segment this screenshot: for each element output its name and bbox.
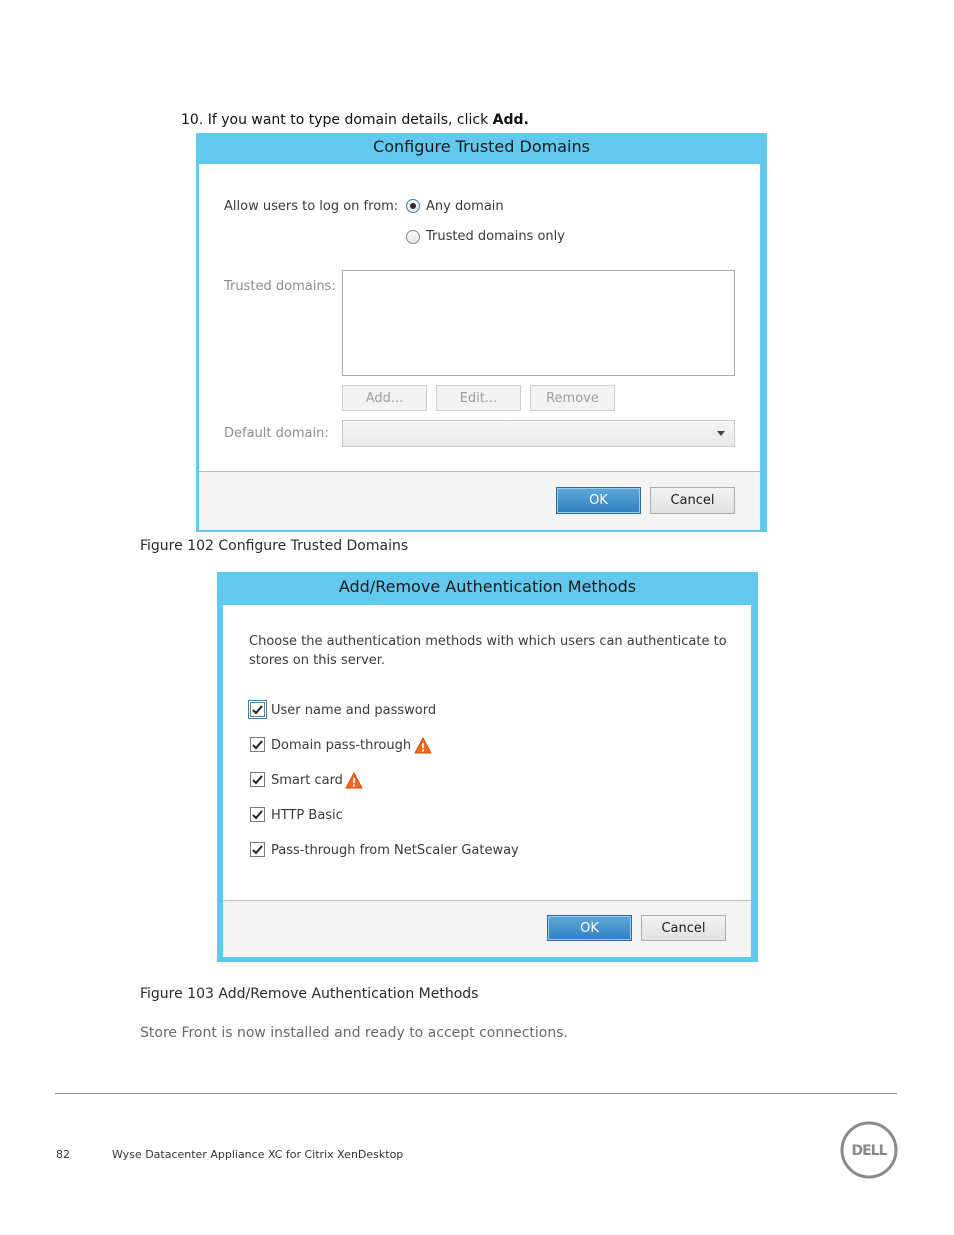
description-line-2: stores on this server.	[249, 653, 386, 668]
allow-logon-label: Allow users to log on from:	[224, 199, 399, 214]
dell-logo	[840, 1121, 898, 1179]
dialog-title: Configure Trusted Domains	[373, 137, 590, 156]
cancel-button[interactable]: Cancel	[650, 487, 735, 514]
warning-icon	[414, 737, 432, 754]
figure-caption-102: Figure 102 Configure Trusted Domains	[140, 538, 409, 554]
checkbox-smart-card[interactable]	[250, 772, 265, 787]
checkbox-username-password[interactable]	[250, 702, 265, 717]
body-paragraph: Store Front is now installed and ready to accept connections.	[140, 1025, 568, 1041]
dropdown-arrow-icon	[717, 431, 725, 436]
configure-trusted-domains-dialog	[196, 133, 767, 532]
radio-trusted-domains-only-label[interactable]: Trusted domains only	[426, 229, 565, 244]
dialog-footer	[223, 900, 751, 957]
step-text: If you want to type domain details, click	[207, 112, 489, 128]
step-action: Add.	[492, 112, 529, 128]
default-domain-dropdown[interactable]	[342, 420, 735, 447]
checkbox-domain-pass-through[interactable]	[250, 737, 265, 752]
edit-button[interactable]: Edit...	[436, 385, 521, 411]
footer-divider	[55, 1093, 897, 1094]
dialog-title: Add/Remove Authentication Methods	[338, 577, 637, 596]
radio-trusted-domains-only[interactable]	[406, 230, 420, 244]
description-line-1: Choose the authentication methods with which users can authenticate to	[249, 634, 727, 649]
warning-icon	[345, 772, 363, 789]
method-label-http-basic[interactable]: HTTP Basic	[271, 808, 343, 823]
checkmark-icon	[252, 845, 263, 855]
method-label-username-password[interactable]: User name and password	[271, 703, 437, 718]
document-title: Wyse Datacenter Appliance XC for Citrix XenDesktop	[112, 1148, 404, 1161]
trusted-domains-label: Trusted domains:	[224, 279, 336, 294]
method-label-smart-card[interactable]: Smart card	[271, 773, 343, 788]
checkbox-http-basic[interactable]	[250, 807, 265, 822]
remove-button[interactable]: Remove	[530, 385, 615, 411]
dialog-body	[199, 164, 760, 471]
radio-any-domain-label[interactable]: Any domain	[426, 199, 504, 214]
add-button[interactable]: Add...	[342, 385, 427, 411]
ok-button[interactable]: OK	[556, 487, 641, 514]
figure-caption-103: Figure 103 Add/Remove Authentication Methods	[140, 986, 479, 1002]
authentication-methods-dialog	[217, 572, 758, 962]
ok-button[interactable]: OK	[547, 915, 632, 941]
checkmark-icon	[252, 740, 263, 750]
dialog-body	[223, 605, 751, 900]
checkbox-netscaler-gateway[interactable]	[250, 842, 265, 857]
page-number: 82	[56, 1148, 70, 1161]
checkmark-icon	[252, 810, 263, 820]
method-label-domain-pass-through[interactable]: Domain pass-through	[271, 738, 412, 753]
checkmark-icon	[252, 705, 263, 715]
trusted-domains-list[interactable]	[342, 270, 735, 376]
step-instruction	[181, 112, 529, 128]
method-label-netscaler-gateway[interactable]: Pass-through from NetScaler Gateway	[271, 843, 519, 858]
checkmark-icon	[252, 775, 263, 785]
cancel-button[interactable]: Cancel	[641, 915, 726, 941]
default-domain-label: Default domain:	[224, 426, 329, 441]
radio-any-domain[interactable]	[406, 199, 420, 213]
svg-text:DELL: DELL	[851, 1143, 887, 1159]
dialog-footer	[199, 471, 760, 530]
step-number: 10.	[181, 112, 204, 128]
